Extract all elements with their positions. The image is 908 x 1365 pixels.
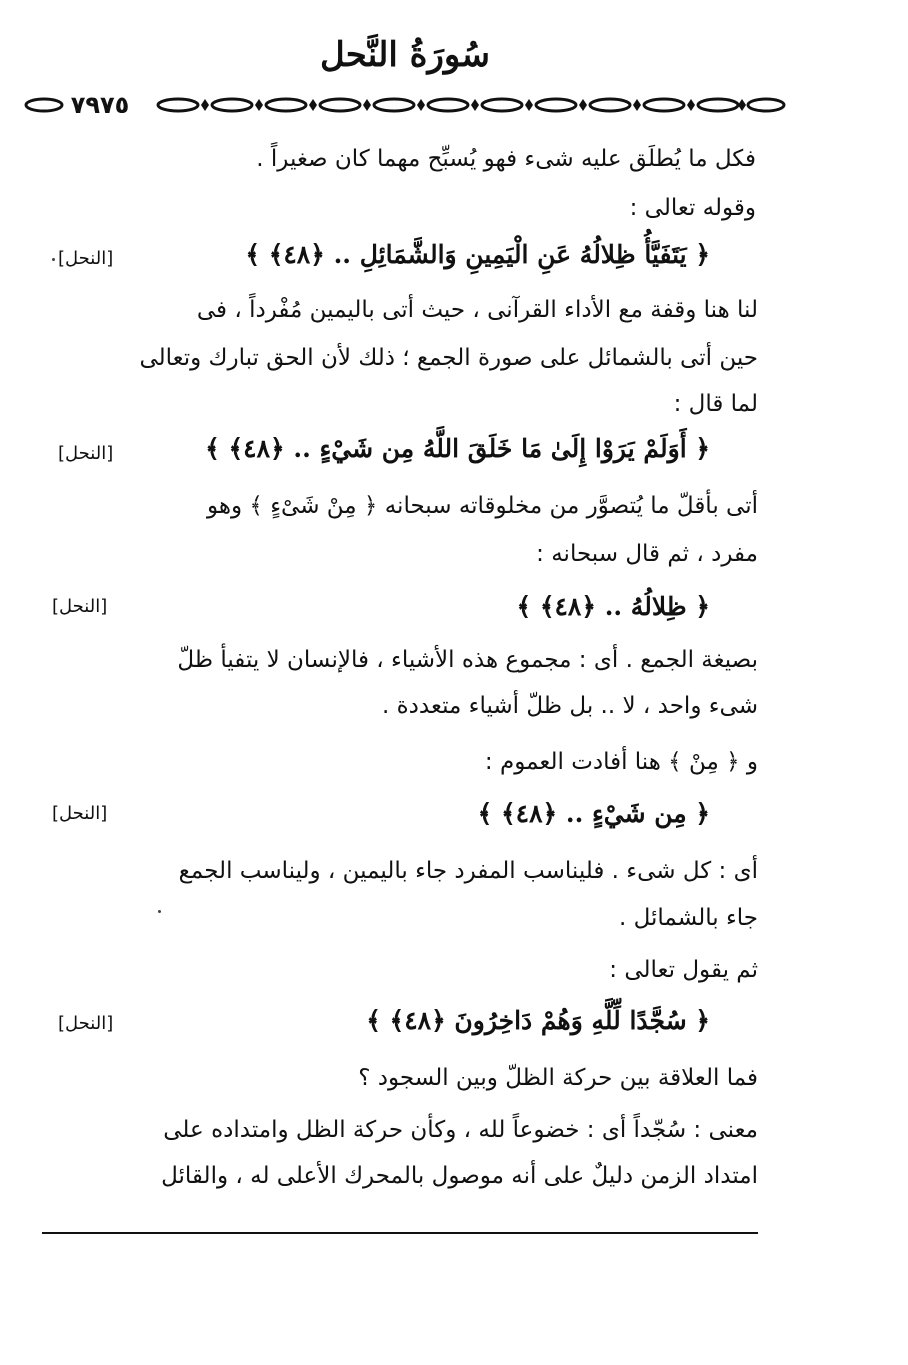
surah-title: سُورَةُ النَّحل — [320, 35, 490, 75]
page-number: ٧٩٧٥ — [68, 92, 132, 118]
text-line: و ﴿ مِنْ ﴾ هنا أفادت العموم : — [484, 749, 758, 775]
text-line: شىء واحد ، لا .. بل ظلّ أشياء متعددة . — [381, 693, 758, 719]
verse-reference: [النحل] — [52, 596, 108, 617]
text-line: فكل ما يُطلَق عليه شىء فهو يُسبِّح مهما كان صغيراً . — [256, 146, 756, 172]
text-line: جاء بالشمائل . — [618, 905, 758, 931]
verse-reference: [النحل] — [58, 1013, 114, 1034]
quran-verse: ﴿ مِن شَيْءٍ .. ﴿٤٨﴾ ﴾ — [477, 799, 710, 828]
quran-verse: ﴿ ظِلالُهُ .. ﴿٤٨﴾ ﴾ — [516, 592, 710, 621]
text-line: مفرد ، ثم قال سبحانه : — [536, 541, 758, 567]
verse-reference: [النحل] — [58, 248, 114, 269]
verse-reference: [النحل] — [52, 803, 108, 824]
quran-verse: ﴿ يَتَفَيَّأُ ظِلالُهُ عَنِ الْيَمِينِ وَالشَّمَائِلِ .. ﴿٤٨﴾ ﴾ — [245, 240, 710, 269]
scan-speck — [52, 258, 55, 261]
text-line: حين أتى بالشمائل على صورة الجمع ؛ ذلك لأن الحق تبارك وتعالى — [139, 345, 758, 371]
text-line: بصيغة الجمع . أى : مجموع هذه الأشياء ، فالإنسان لا يتفيأ ظلّ — [177, 647, 758, 673]
text-line: معنى : سُجّداً أى : خضوعاً لله ، وكأن حركة الظل وامتداده على — [163, 1117, 758, 1143]
text-line: أى : كل شىء . فليناسب المفرد جاء باليمين ، وليناسب الجمع — [178, 858, 758, 884]
footer-rule — [42, 1232, 758, 1234]
text-line: لما قال : — [673, 391, 758, 417]
text-line: لنا هنا وقفة مع الأداء القرآنى ، حيث أتى باليمين مُفْرداً ، فى — [196, 297, 758, 323]
text-line: وقوله تعالى : — [629, 195, 756, 221]
quran-verse: ﴿ سُجَّدًا لِّلَّهِ وَهُمْ دَاخِرُونَ ﴿٤٨﴾ ﴾ — [366, 1006, 710, 1035]
scan-speck — [158, 910, 161, 913]
text-line: امتداد الزمن دليلٌ على أنه موصول بالمحرك الأعلى له ، والقائل — [161, 1163, 758, 1189]
quran-verse: ﴿ أَوَلَمْ يَرَوْا إِلَىٰ مَا خَلَقَ اللَّهُ مِن شَيْءٍ .. ﴿٤٨﴾ ﴾ — [205, 434, 710, 463]
text-line: ثم يقول تعالى : — [609, 957, 758, 983]
verse-reference: [النحل] — [58, 443, 114, 464]
text-line: فما العلاقة بين حركة الظلّ وبين السجود ؟ — [358, 1065, 758, 1091]
ornament-divider — [20, 90, 790, 120]
text-line: أتى بأقلّ ما يُتصوَّر من مخلوقاته سبحانه ﴿ مِنْ شَىْءٍ ﴾ وهو — [207, 493, 758, 519]
